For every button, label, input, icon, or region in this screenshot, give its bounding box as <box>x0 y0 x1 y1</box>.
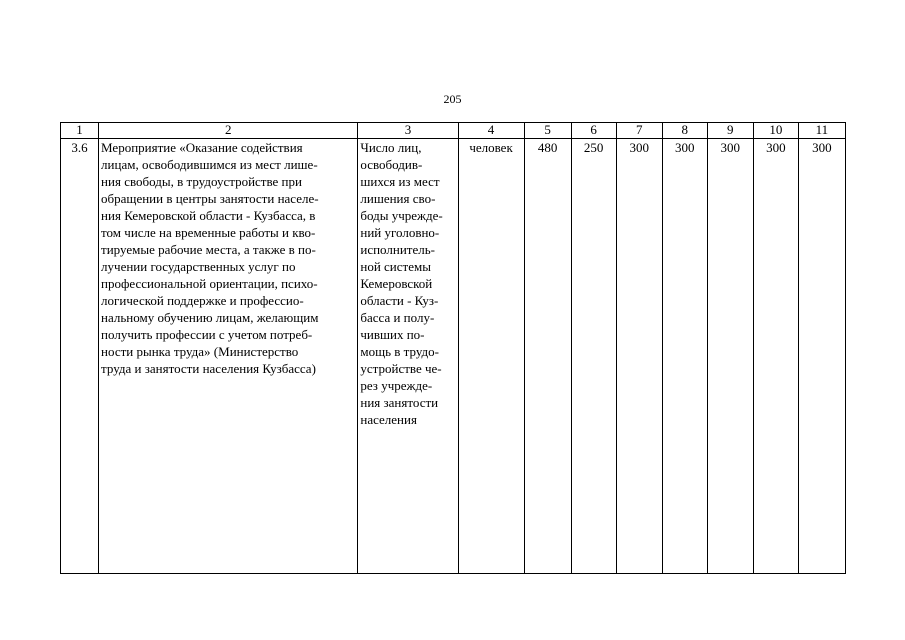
header-row <box>61 123 846 139</box>
indicator-line: области - Куз- <box>360 293 439 308</box>
table-row <box>61 139 846 574</box>
measure-line: лучении государственных услуг по <box>101 259 296 274</box>
measure-line: том числе на временные работы и кво- <box>101 225 316 240</box>
indicator-line: лишения сво- <box>360 191 436 206</box>
measure-line: Мероприятие «Оказание содействия <box>101 140 303 155</box>
indicator-line: устройстве че- <box>360 361 442 376</box>
measure-line: ности рынка труда» (Министерство <box>101 344 299 359</box>
measure-line: нальному обучению лицам, желающим <box>101 310 319 325</box>
indicator-line: населения <box>360 412 417 427</box>
value-cell: 250 <box>571 139 616 574</box>
measure-line: логической поддержке и профессио- <box>101 293 304 308</box>
indicator-line: освободив- <box>360 157 423 172</box>
column-header: 10 <box>753 123 798 139</box>
indicator-line: ной системы <box>360 259 431 274</box>
column-header: 8 <box>662 123 707 139</box>
indicator-line: ний уголовно- <box>360 225 440 240</box>
indicator-line: исполнитель- <box>360 242 435 257</box>
indicator-line: шихся из мест <box>360 174 440 189</box>
indicator-line: ния занятости <box>360 395 439 410</box>
column-header: 7 <box>616 123 662 139</box>
indicator-line: мощь в трудо- <box>360 344 439 359</box>
data-table <box>60 122 846 574</box>
measure-line: тируемые рабочие места, а также в по- <box>101 242 316 257</box>
row-number: 3.6 <box>61 139 99 574</box>
indicator-line: Кемеровской <box>360 276 433 291</box>
page-number: 205 <box>443 92 462 106</box>
indicator-line: боды учрежде- <box>360 208 443 223</box>
measure-line: обращении в центры занятости населе- <box>101 191 319 206</box>
value-cell: 300 <box>798 139 845 574</box>
column-header: 9 <box>707 123 753 139</box>
measure-line: получить профессии с учетом потреб- <box>101 327 313 342</box>
measure-line: профессиональной ориентации, психо- <box>101 276 318 291</box>
column-header: 4 <box>458 123 524 139</box>
indicator-description <box>358 139 458 574</box>
indicator-line: рез учрежде- <box>360 378 433 393</box>
measure-line: труда и занятости населения Кузбасса) <box>101 361 316 376</box>
measure-line: ния Кемеровской области - Кузбасса, в <box>101 208 316 223</box>
value-cell: 300 <box>753 139 798 574</box>
column-header: 6 <box>571 123 616 139</box>
value-cell: 300 <box>662 139 707 574</box>
indicator-line: Число лиц, <box>360 140 422 155</box>
indicator-line: басса и полу- <box>360 310 435 325</box>
column-header: 5 <box>524 123 571 139</box>
column-header: 3 <box>358 123 458 139</box>
measure-line: лицам, освободившимся из мест лише- <box>101 157 318 172</box>
measure-line: ния свободы, в трудоустройстве при <box>101 174 302 189</box>
unit-cell: человек <box>458 139 524 574</box>
value-cell: 300 <box>707 139 753 574</box>
measure-description <box>99 139 358 574</box>
column-header: 1 <box>61 123 99 139</box>
column-header: 11 <box>798 123 845 139</box>
value-cell: 300 <box>616 139 662 574</box>
column-header: 2 <box>99 123 358 139</box>
value-cell: 480 <box>524 139 571 574</box>
indicator-line: чивших по- <box>360 327 425 342</box>
